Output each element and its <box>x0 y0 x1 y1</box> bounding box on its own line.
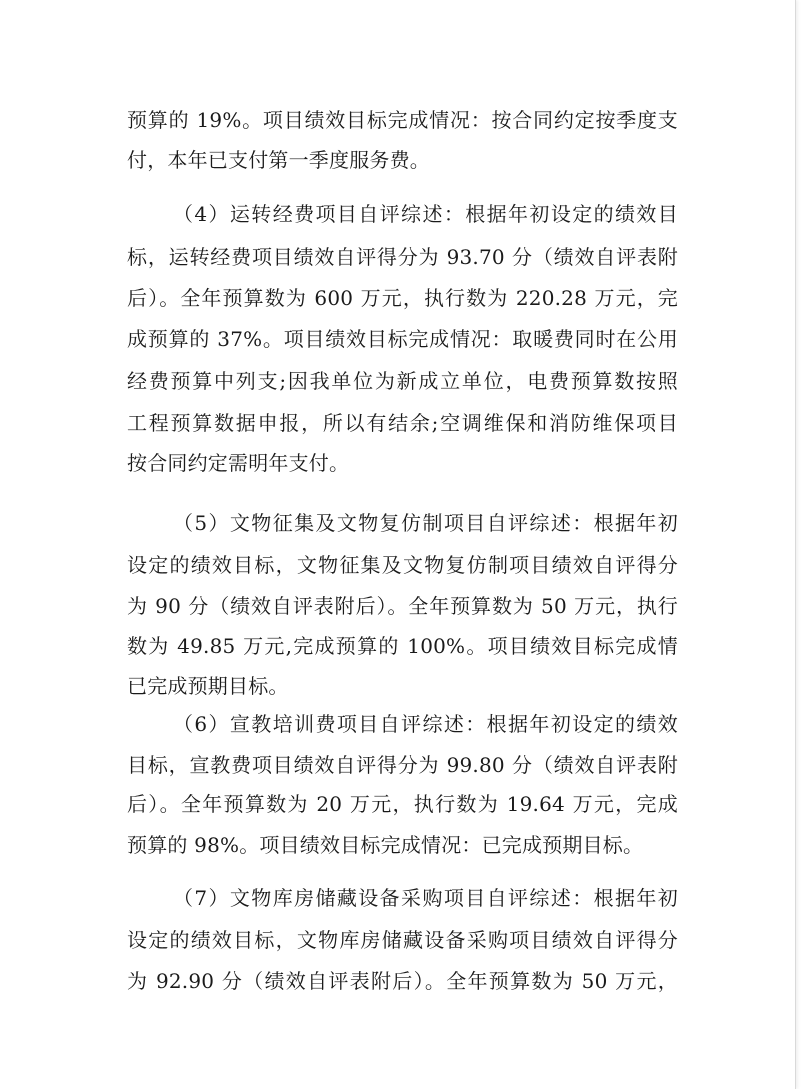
paragraph-line: （4）运转经费项目自评综述：根据年初设定的绩效目 <box>173 202 678 226</box>
paragraph-line: 后）。全年预算数为 600 万元，执行数为 220.28 万元，完 <box>127 286 678 310</box>
paragraph-line: （6）宣教培训费项目自评综述：根据年初设定的绩效 <box>173 712 678 736</box>
paragraph-line: 付，本年已支付第一季度服务费。 <box>127 148 430 172</box>
paragraph-line: 已完成预期目标。 <box>127 674 289 698</box>
paragraph-line: 设定的绩效目标，文物征集及文物复仿制项目绩效自评得分 <box>127 553 678 577</box>
paragraph-line: 为 90 分（绩效自评表附后）。全年预算数为 50 万元，执行 <box>127 594 678 618</box>
paragraph-line: 为 92.90 分（绩效自评表附后）。全年预算数为 50 万元， <box>127 969 678 993</box>
paragraph-line: （5）文物征集及文物复仿制项目自评综述：根据年初 <box>173 511 678 535</box>
paragraph-line: 预算的 19%。项目绩效目标完成情况：按合同约定按季度支 <box>127 108 678 132</box>
paragraph-line: 后）。全年预算数为 20 万元，执行数为 19.64 万元，完成 <box>127 792 678 816</box>
paragraph-line: 目标，宣教费项目绩效自评得分为 99.80 分（绩效自评表附 <box>127 753 678 777</box>
paragraph-line: 设定的绩效目标，文物库房储藏设备采购项目绩效自评得分 <box>127 928 678 952</box>
paragraph-line: 工程预算数据申报，所以有结余;空调维保和消防维保项目 <box>127 411 678 435</box>
paragraph-line: 按合同约定需明年支付。 <box>127 451 350 475</box>
paragraph-line: 预算的 98%。项目绩效目标完成情况：已完成预期目标。 <box>127 833 644 857</box>
paragraph-line: 数为 49.85 万元,完成预算的 100%。项目绩效目标完成情 <box>127 634 678 658</box>
paragraph-line: （7）文物库房储藏设备采购项目自评综述：根据年初 <box>173 886 678 910</box>
paragraph-line: 经费预算中列支;因我单位为新成立单位，电费预算数按照 <box>127 369 678 393</box>
paragraph-line: 成预算的 37%。项目绩效目标完成情况：取暖费同时在公用 <box>127 327 678 351</box>
paragraph-line: 标，运转经费项目绩效自评得分为 93.70 分（绩效自评表附 <box>127 245 678 269</box>
